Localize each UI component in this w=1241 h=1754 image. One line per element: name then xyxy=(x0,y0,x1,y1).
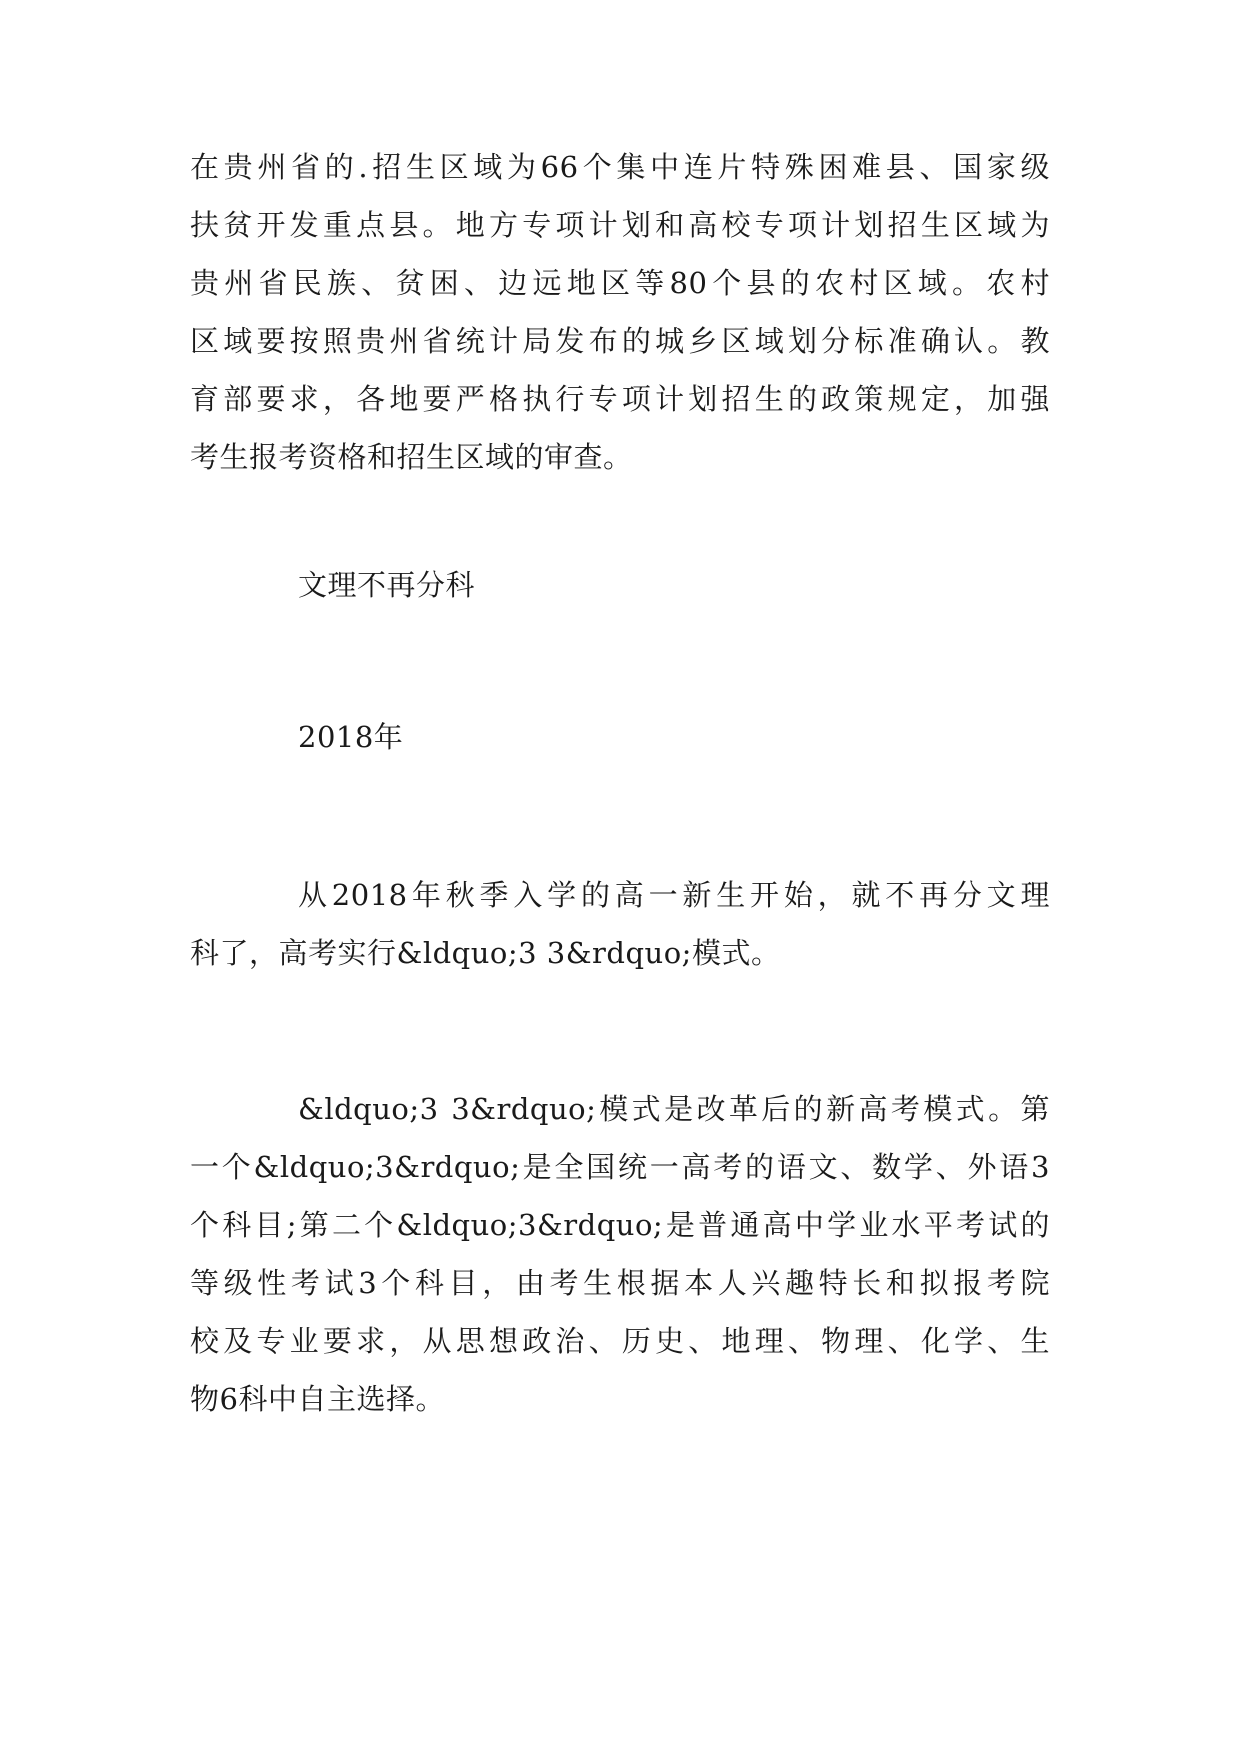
paragraph-line: 扶贫开发重点县。地方专项计划和高校专项计划招生区域为 xyxy=(190,208,1050,242)
paragraph-line: 物6科中自主选择。 xyxy=(190,1382,445,1416)
paragraph-line: 从2018年秋季入学的高一新生开始，就不再分文理 xyxy=(298,878,1050,912)
paragraph-line: 科了，高考实行&ldquo;3 3&rdquo;模式。 xyxy=(190,936,781,970)
paragraph-line: 育部要求，各地要严格执行专项计划招生的政策规定，加强 xyxy=(190,382,1050,416)
paragraph-line: 个科目;第二个&ldquo;3&rdquo;是普通高中学业水平考试的 xyxy=(190,1208,1050,1242)
year-heading: 2018年 xyxy=(298,720,404,754)
paragraph-line: 一个&ldquo;3&rdquo;是全国统一高考的语文、数学、外语3 xyxy=(190,1150,1050,1184)
paragraph-line: 等级性考试3个科目，由考生根据本人兴趣特长和拟报考院 xyxy=(190,1266,1050,1300)
paragraph-line: 区域要按照贵州省统计局发布的城乡区域划分标准确认。教 xyxy=(190,324,1050,358)
section-heading: 文理不再分科 xyxy=(298,568,476,602)
paragraph-line: 考生报考资格和招生区域的审查。 xyxy=(190,440,633,474)
paragraph-line: 贵州省民族、贫困、边远地区等80个县的农村区域。农村 xyxy=(190,266,1050,300)
paragraph-line: 在贵州省的.招生区域为66个集中连片特殊困难县、国家级 xyxy=(190,150,1050,184)
paragraph-line: 校及专业要求，从思想政治、历史、地理、物理、化学、生 xyxy=(190,1324,1050,1358)
paragraph-line: &ldquo;3 3&rdquo;模式是改革后的新高考模式。第 xyxy=(298,1092,1050,1126)
